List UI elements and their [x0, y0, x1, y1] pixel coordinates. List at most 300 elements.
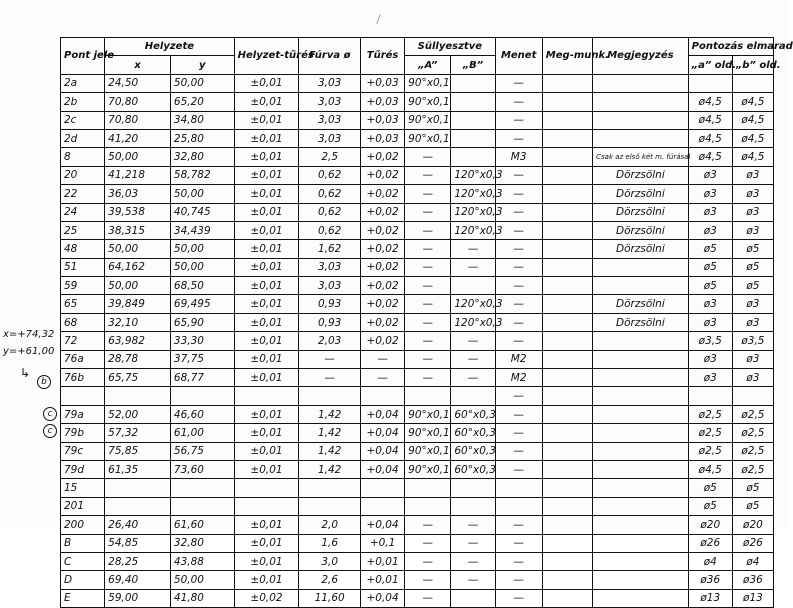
cell-pont: 2d	[61, 129, 105, 147]
cell-b-old: ø5	[732, 258, 773, 276]
cell-sink-b	[451, 74, 495, 92]
cell-tolerance: ±0,01	[234, 129, 299, 147]
cell-tures: +0,02	[360, 295, 404, 313]
cell-tolerance: ±0,01	[234, 571, 299, 589]
table-row	[61, 185, 774, 203]
cell-drill: 3,03	[299, 277, 361, 295]
cell-y: 50,00	[170, 571, 234, 589]
cell-drill: 0,93	[299, 295, 361, 313]
cell-note: Csak az első két m. fúrásal	[593, 148, 689, 166]
cell-tolerance	[234, 479, 299, 497]
cell-note: Dörzsölni	[593, 295, 689, 313]
cell-megmunk	[542, 516, 592, 534]
cell-sink-a: —	[405, 313, 451, 331]
cell-x	[105, 387, 171, 405]
table-row	[61, 497, 774, 515]
cell-sink-b: 120°x0,3	[451, 313, 495, 331]
cell-sink-a: —	[405, 203, 451, 221]
cell-b-old: ø2,5	[732, 424, 773, 442]
cell-y: 73,60	[170, 460, 234, 478]
cell-x: 26,40	[105, 516, 171, 534]
cell-x: 36,03	[105, 185, 171, 203]
cell-drill: —	[299, 350, 361, 368]
cell-sink-b	[451, 277, 495, 295]
cell-megmunk	[542, 497, 592, 515]
col-pont-jele: Pont jele	[61, 38, 105, 75]
cell-menet: —	[495, 332, 542, 350]
table-row	[61, 93, 774, 111]
table-row	[61, 424, 774, 442]
cell-x: 38,315	[105, 221, 171, 239]
cell-a-old: ø5	[688, 479, 732, 497]
table-row	[61, 589, 774, 607]
cell-tolerance: ±0,01	[234, 277, 299, 295]
cell-drill	[299, 497, 361, 515]
cell-note	[593, 442, 689, 460]
table-row	[61, 148, 774, 166]
cell-note: Dörzsölni	[593, 313, 689, 331]
cell-tures	[360, 479, 404, 497]
cell-tolerance: ±0,01	[234, 516, 299, 534]
cell-x: 64,162	[105, 258, 171, 276]
cell-sink-b	[451, 387, 495, 405]
cell-sink-b: 120°x0,3	[451, 221, 495, 239]
cell-pont: 2c	[61, 111, 105, 129]
cell-b-old: ø3	[732, 185, 773, 203]
cell-b-old: ø2,5	[732, 442, 773, 460]
cell-drill: 3,0	[299, 552, 361, 570]
cell-sink-a: 90°x0,1	[405, 74, 451, 92]
cell-drill	[299, 387, 361, 405]
cell-y: 50,00	[170, 240, 234, 258]
cell-pont: E	[61, 589, 105, 607]
cell-megmunk	[542, 166, 592, 184]
cell-y: 68,77	[170, 369, 234, 387]
table-row	[61, 442, 774, 460]
cell-tures: +0,04	[360, 516, 404, 534]
cell-sink-a: 90°x0,1	[405, 442, 451, 460]
scan-mark	[376, 14, 380, 24]
cell-pont: 20	[61, 166, 105, 184]
table-row	[61, 166, 774, 184]
cell-sink-b: 120°x0,3	[451, 203, 495, 221]
cell-megmunk	[542, 552, 592, 570]
cell-megmunk	[542, 258, 592, 276]
cell-b-old: ø26	[732, 534, 773, 552]
cell-menet: —	[495, 516, 542, 534]
cell-y: 43,88	[170, 552, 234, 570]
cell-tures: +0,03	[360, 129, 404, 147]
cell-x: 63,982	[105, 332, 171, 350]
cell-megmunk	[542, 203, 592, 221]
cell-menet: —	[495, 571, 542, 589]
cell-y: 33,30	[170, 332, 234, 350]
table-row	[61, 258, 774, 276]
cell-tures: +0,03	[360, 74, 404, 92]
cell-y: 56,75	[170, 442, 234, 460]
cell-pont: 15	[61, 479, 105, 497]
col-a-old: „a” old.	[688, 56, 732, 74]
cell-drill: 2,0	[299, 516, 361, 534]
cell-menet: M2	[495, 350, 542, 368]
cell-tures: +0,02	[360, 185, 404, 203]
cell-b-old: ø5	[732, 479, 773, 497]
cell-megmunk	[542, 240, 592, 258]
cell-pont: 76a	[61, 350, 105, 368]
cell-tures: —	[360, 350, 404, 368]
cell-y: 40,745	[170, 203, 234, 221]
cell-tures	[360, 497, 404, 515]
cell-tolerance: ±0,01	[234, 74, 299, 92]
cell-tolerance: ±0,01	[234, 552, 299, 570]
cell-b-old: ø2,5	[732, 405, 773, 423]
cell-note	[593, 571, 689, 589]
cell-sink-a: —	[405, 534, 451, 552]
cell-menet: —	[495, 203, 542, 221]
cell-a-old: ø3	[688, 185, 732, 203]
cell-note	[593, 369, 689, 387]
cell-x: 32,10	[105, 313, 171, 331]
cell-x: 50,00	[105, 148, 171, 166]
cell-b-old: ø3	[732, 313, 773, 331]
cell-sink-b: —	[451, 552, 495, 570]
cell-tures: +0,02	[360, 221, 404, 239]
cell-menet: —	[495, 93, 542, 111]
cell-sink-a: —	[405, 148, 451, 166]
cell-sink-b: —	[451, 258, 495, 276]
cell-x	[105, 479, 171, 497]
cell-megmunk	[542, 387, 592, 405]
cell-sink-b: —	[451, 350, 495, 368]
cell-b-old: ø5	[732, 497, 773, 515]
cell-pont: C	[61, 552, 105, 570]
cell-note	[593, 258, 689, 276]
cell-sink-a	[405, 479, 451, 497]
cell-megmunk	[542, 332, 592, 350]
table-row	[61, 479, 774, 497]
cell-note	[593, 111, 689, 129]
cell-drill: 0,62	[299, 185, 361, 203]
cell-sink-a	[405, 497, 451, 515]
cell-sink-a: —	[405, 185, 451, 203]
cell-y: 32,80	[170, 534, 234, 552]
cell-menet	[495, 479, 542, 497]
cell-a-old: ø3	[688, 313, 732, 331]
cell-sink-b	[451, 111, 495, 129]
cell-menet: —	[495, 277, 542, 295]
cell-b-old: ø36	[732, 571, 773, 589]
cell-a-old: ø4,5	[688, 93, 732, 111]
table-row	[61, 203, 774, 221]
cell-note	[593, 516, 689, 534]
cell-note	[593, 497, 689, 515]
col-a: „A”	[405, 56, 451, 74]
cell-a-old: ø2,5	[688, 405, 732, 423]
cell-tolerance	[234, 387, 299, 405]
cell-sink-b: —	[451, 534, 495, 552]
cell-pont: B	[61, 534, 105, 552]
cell-note	[593, 129, 689, 147]
cell-tures: +0,03	[360, 111, 404, 129]
cell-tolerance: ±0,01	[234, 240, 299, 258]
cell-drill: —	[299, 369, 361, 387]
cell-tures: +0,01	[360, 571, 404, 589]
cell-sink-b: —	[451, 516, 495, 534]
cell-sink-b: 60°x0,3	[451, 405, 495, 423]
cell-sink-b: 120°x0,3	[451, 185, 495, 203]
cell-menet: —	[495, 240, 542, 258]
cell-pont: 24	[61, 203, 105, 221]
cell-y: 50,00	[170, 74, 234, 92]
cell-x: 41,218	[105, 166, 171, 184]
cell-x: 54,85	[105, 534, 171, 552]
cell-a-old: ø5	[688, 240, 732, 258]
cell-menet: —	[495, 424, 542, 442]
cell-b-old: ø20	[732, 516, 773, 534]
cell-y: 34,439	[170, 221, 234, 239]
cell-menet: —	[495, 221, 542, 239]
cell-sink-b	[451, 93, 495, 111]
cell-x: 41,20	[105, 129, 171, 147]
cell-drill: 3,03	[299, 258, 361, 276]
cell-y: 65,20	[170, 93, 234, 111]
cell-pont: 79a	[61, 405, 105, 423]
cell-a-old: ø2,5	[688, 442, 732, 460]
cell-tures: +0,02	[360, 240, 404, 258]
cell-pont: 200	[61, 516, 105, 534]
cell-pont: 79b	[61, 424, 105, 442]
cell-sink-b	[451, 497, 495, 515]
cell-pont: 51	[61, 258, 105, 276]
cell-megmunk	[542, 424, 592, 442]
cell-a-old: ø3	[688, 221, 732, 239]
cell-y: 50,00	[170, 258, 234, 276]
cell-tolerance: ±0,01	[234, 442, 299, 460]
table-row	[61, 295, 774, 313]
cell-megmunk	[542, 350, 592, 368]
cell-b-old: ø5	[732, 240, 773, 258]
cell-tolerance: ±0,01	[234, 166, 299, 184]
cell-megmunk	[542, 571, 592, 589]
cell-pont: 25	[61, 221, 105, 239]
cell-sink-a: —	[405, 240, 451, 258]
cell-sink-a: 90°x0,1	[405, 405, 451, 423]
cell-b-old: ø2,5	[732, 460, 773, 478]
cell-note: Dörzsölni	[593, 221, 689, 239]
table-row	[61, 111, 774, 129]
cell-x: 65,75	[105, 369, 171, 387]
cell-x: 39,538	[105, 203, 171, 221]
table-row	[61, 516, 774, 534]
cell-tures: —	[360, 369, 404, 387]
col-helyzettures: Helyzet-tűrés	[234, 38, 299, 75]
cell-menet: —	[495, 185, 542, 203]
cell-a-old: ø20	[688, 516, 732, 534]
arrow-icon: ↳	[20, 366, 31, 380]
cell-x: 59,00	[105, 589, 171, 607]
table-row	[61, 240, 774, 258]
cell-menet: —	[495, 442, 542, 460]
cell-megmunk	[542, 313, 592, 331]
cell-y: 65,90	[170, 313, 234, 331]
col-megjegyzes: Megjegyzés	[593, 38, 689, 75]
cell-a-old: ø3	[688, 369, 732, 387]
cell-sink-a: —	[405, 332, 451, 350]
cell-tolerance: ±0,01	[234, 148, 299, 166]
col-helyzete: Helyzete	[105, 38, 234, 56]
table-row	[61, 460, 774, 478]
cell-note	[593, 332, 689, 350]
circle-b-marker: b	[37, 375, 51, 389]
table-row	[61, 277, 774, 295]
col-menet: Menet	[495, 38, 542, 75]
table-row	[61, 350, 774, 368]
table-row	[61, 332, 774, 350]
cell-tolerance: ±0,01	[234, 460, 299, 478]
cell-x: 61,35	[105, 460, 171, 478]
cell-sink-a: 90°x0,1	[405, 424, 451, 442]
cell-y: 46,60	[170, 405, 234, 423]
table-row	[61, 369, 774, 387]
cell-sink-a: —	[405, 571, 451, 589]
hole-table	[60, 37, 793, 608]
cell-megmunk	[542, 111, 592, 129]
cell-menet: —	[495, 405, 542, 423]
cell-sink-a: 90°x0,1	[405, 460, 451, 478]
table-row	[61, 534, 774, 552]
cell-drill: 11,60	[299, 589, 361, 607]
cell-note	[593, 387, 689, 405]
cell-sink-b	[451, 589, 495, 607]
cell-x: 28,78	[105, 350, 171, 368]
cell-x: 28,25	[105, 552, 171, 570]
cell-sink-a: —	[405, 589, 451, 607]
cell-menet: —	[495, 258, 542, 276]
cell-tures: +0,02	[360, 148, 404, 166]
cell-b-old: ø3	[732, 166, 773, 184]
cell-menet: M2	[495, 369, 542, 387]
cell-sink-a: —	[405, 295, 451, 313]
cell-drill	[299, 479, 361, 497]
cell-pont: 8	[61, 148, 105, 166]
cell-note	[593, 93, 689, 111]
col-furva: Fúrva ø	[299, 38, 361, 75]
cell-b-old	[732, 74, 773, 92]
cell-note	[593, 277, 689, 295]
cell-menet: —	[495, 313, 542, 331]
cell-megmunk	[542, 148, 592, 166]
cell-sink-a: 90°x0,1	[405, 93, 451, 111]
cell-megmunk	[542, 479, 592, 497]
cell-pont: 72	[61, 332, 105, 350]
cell-x: 52,00	[105, 405, 171, 423]
cell-sink-b: 60°x0,3	[451, 442, 495, 460]
cell-note	[593, 460, 689, 478]
col-b-old: „b” old.	[732, 56, 773, 74]
cell-tolerance: ±0,01	[234, 258, 299, 276]
cell-tolerance: ±0,01	[234, 424, 299, 442]
cell-note: Dörzsölni	[593, 166, 689, 184]
cell-drill: 0,62	[299, 203, 361, 221]
cell-tolerance: ±0,01	[234, 185, 299, 203]
cell-sink-a: —	[405, 350, 451, 368]
cell-pont: 79d	[61, 460, 105, 478]
cell-megmunk	[542, 405, 592, 423]
cell-tolerance: ±0,01	[234, 534, 299, 552]
cell-note	[593, 552, 689, 570]
cell-pont: 79c	[61, 442, 105, 460]
cell-sink-a: —	[405, 166, 451, 184]
cell-b-old: ø4	[732, 552, 773, 570]
cell-note	[593, 589, 689, 607]
cell-a-old	[688, 387, 732, 405]
cell-sink-b	[451, 148, 495, 166]
cell-b-old: ø5	[732, 277, 773, 295]
cell-pont: D	[61, 571, 105, 589]
cell-sink-a: —	[405, 516, 451, 534]
table-row	[61, 387, 774, 405]
coord-x-note: x=+74,32	[3, 329, 55, 340]
cell-tolerance: ±0,01	[234, 221, 299, 239]
cell-note: Dörzsölni	[593, 185, 689, 203]
cell-tolerance: ±0,01	[234, 313, 299, 331]
cell-megmunk	[542, 74, 592, 92]
cell-drill: 1,62	[299, 240, 361, 258]
cell-sink-b	[451, 129, 495, 147]
cell-tures: +0,02	[360, 332, 404, 350]
cell-tures: +0,02	[360, 277, 404, 295]
cell-tolerance: ±0,01	[234, 350, 299, 368]
cell-sink-b: 60°x0,3	[451, 460, 495, 478]
cell-menet	[495, 497, 542, 515]
cell-drill: 0,62	[299, 166, 361, 184]
table-body	[61, 74, 774, 607]
cell-y	[170, 497, 234, 515]
coord-y-note: y=+61,00	[3, 346, 55, 357]
cell-tures: +0,1	[360, 534, 404, 552]
circle-c-marker: c	[43, 424, 57, 438]
cell-sink-a: —	[405, 277, 451, 295]
cell-megmunk	[542, 442, 592, 460]
table-row	[61, 571, 774, 589]
table-row	[61, 74, 774, 92]
cell-x: 50,00	[105, 277, 171, 295]
cell-megmunk	[542, 221, 592, 239]
cell-megmunk	[542, 460, 592, 478]
cell-drill: 0,93	[299, 313, 361, 331]
cell-sink-b: —	[451, 571, 495, 589]
table-row	[61, 313, 774, 331]
cell-megmunk	[542, 93, 592, 111]
cell-y: 50,00	[170, 185, 234, 203]
cell-menet: —	[495, 129, 542, 147]
cell-sink-b: —	[451, 332, 495, 350]
cell-drill: 3,03	[299, 93, 361, 111]
table-row	[61, 129, 774, 147]
cell-menet: —	[495, 166, 542, 184]
cell-note: Dörzsölni	[593, 203, 689, 221]
cell-tolerance: ±0,01	[234, 295, 299, 313]
cell-menet: —	[495, 111, 542, 129]
cell-a-old: ø4,5	[688, 148, 732, 166]
cell-x: 57,32	[105, 424, 171, 442]
cell-note: Dörzsölni	[593, 240, 689, 258]
cell-note	[593, 534, 689, 552]
cell-menet: —	[495, 460, 542, 478]
cell-b-old: ø4,5	[732, 93, 773, 111]
cell-tolerance: ±0,01	[234, 369, 299, 387]
cell-x: 70,80	[105, 111, 171, 129]
